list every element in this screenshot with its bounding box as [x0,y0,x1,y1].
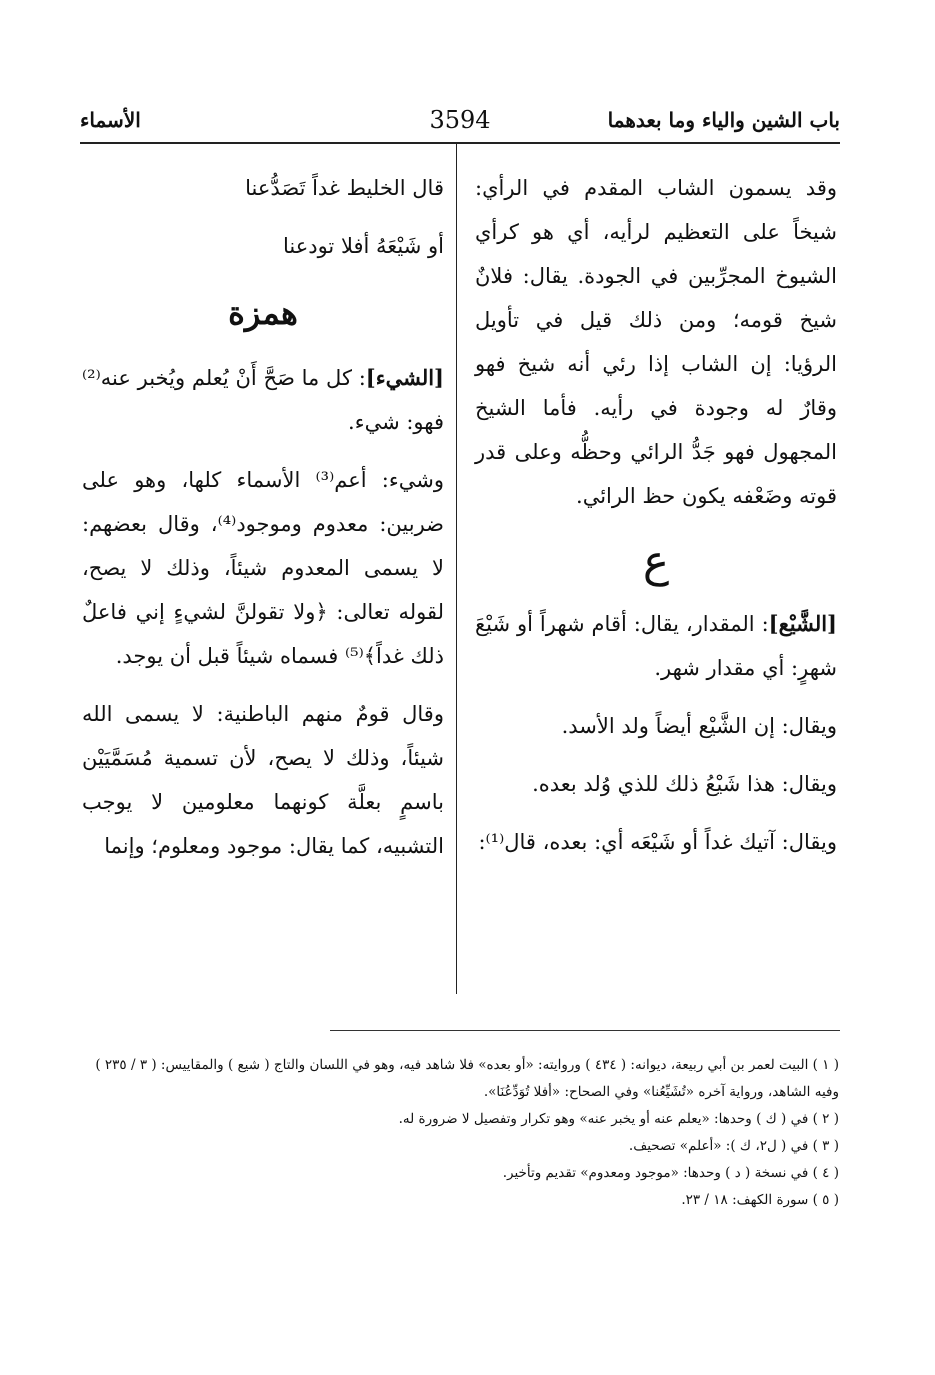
footnote: ( ٤ ) في نسخة ( د ) وحدها: «موجود ومعدوم» تقديم وتأخير. [502,1165,839,1181]
paragraph: ويقال: إن الشَّيْع أيضاً ولد الأسد. [561,714,837,738]
letter-heading: ع [642,536,670,587]
section-name: الأسماء [80,108,141,132]
page-number: 3594 [429,106,491,134]
paragraph: وشيء: أعم⁽³⁾ الأسماء كلها، وهو على ضربين: معدوم وموجود⁽⁴⁾، وقال بعضهم: لا يسمى المعدوم شيئاً، وذلك لا يصح، لقوله تعالى: ﴿ولا تقولنَّ لشيءٍ إني فاعلٌ ذلك غداً﴾⁽⁵⁾ فسماه شيئاً قبل أن يوجد. [82,468,445,668]
verse-line: أو شَيْعَهُ أفلا تودعنا [282,234,444,258]
footnote: ( ٢ ) في ( ك ) وحدها: «يعلم عنه أو يخبر عنه» وهو تكرار وتفصيل لا ضرورة له. [398,1111,839,1127]
running-header [80,98,840,142]
paragraph: ويقال: آتيك غداً أو شَيْعَه أي: بعده، قال⁽¹⁾: [478,830,837,854]
footnotes [79,1052,839,1214]
entry-headword: [الشَّيْع] [768,611,837,636]
right-column [475,166,837,878]
paragraph: ويقال: هذا شَيْعُ ذلك للذي وُلد بعده. [532,772,837,796]
entry-text: : المقدار، يقال: أقام شهراً أو شَيْعَ شهرٍ: أي مقدار شهر. [475,612,837,680]
paragraph: وقد يسمون الشاب المقدم في الرأي: شيخاً على التعظيم لرأيه، أي هو كرأي الشيوخ المجرِّبين في الجودة. يقال: فلانٌ شيخ قومه؛ ومن ذلك قيل في تأويل الرؤيا: إن الشاب إذا رئي أنه شيخ فهو وقارٌ له وجودة في رأيه. فأما الشيخ المجهول فهو جَدُّ الرائي وحظُّه وعلى قدر قوته وضَعْفه يكون حظ الرائي. [475,176,837,508]
verse-line: قال الخليط غداً تَصَدُّعنا [245,176,444,200]
left-column [82,166,444,882]
entry-paragraph [475,602,837,690]
footnote: ( ١ ) البيت لعمر بن أبي ربيعة، ديوانه: ( ٤٣٤ ) وروايته: «أو بعده» فلا شاهد فيه، وهو في اللسان والتاج ( شيع ) والمقاييس: ( ٣ / ٢٣٥ ) وفيه الشاهد، ورواية آخره «تُشَيِّعُنا» وفي الصحاح: «أفلا تُوَدِّعُنَا». [95,1057,839,1100]
entry-headword: [الشيء] [365,365,444,390]
entry-paragraph [82,356,444,444]
section-heading: همزة [228,294,298,332]
entry-text: : كل ما صَحَّ أَنْ يُعلم ويُخبر عنه⁽²⁾ فهو: شيء. [82,366,444,434]
paragraph: وقال قومٌ منهم الباطنية: لا يسمى الله شيئاً، وذلك لا يصح، لأن تسمية مُسَمَّيَيْن باسمٍ بعلَّة كونهما معلومين لا يوجب التشبيه، كما يقال: موجود ومعلوم؛ وإنما [82,702,444,858]
footnote: ( ٣ ) في ( ل٢، ك ): «أعلم» تصحيف. [628,1138,839,1154]
footnote: ( ٥ ) سورة الكهف: ١٨ / ٢٣. [681,1192,839,1208]
footnote-rule [330,1030,840,1031]
column-divider [456,144,457,994]
header-rule [80,142,840,144]
chapter-title: باب الشين والياء وما بعدهما [607,108,840,132]
